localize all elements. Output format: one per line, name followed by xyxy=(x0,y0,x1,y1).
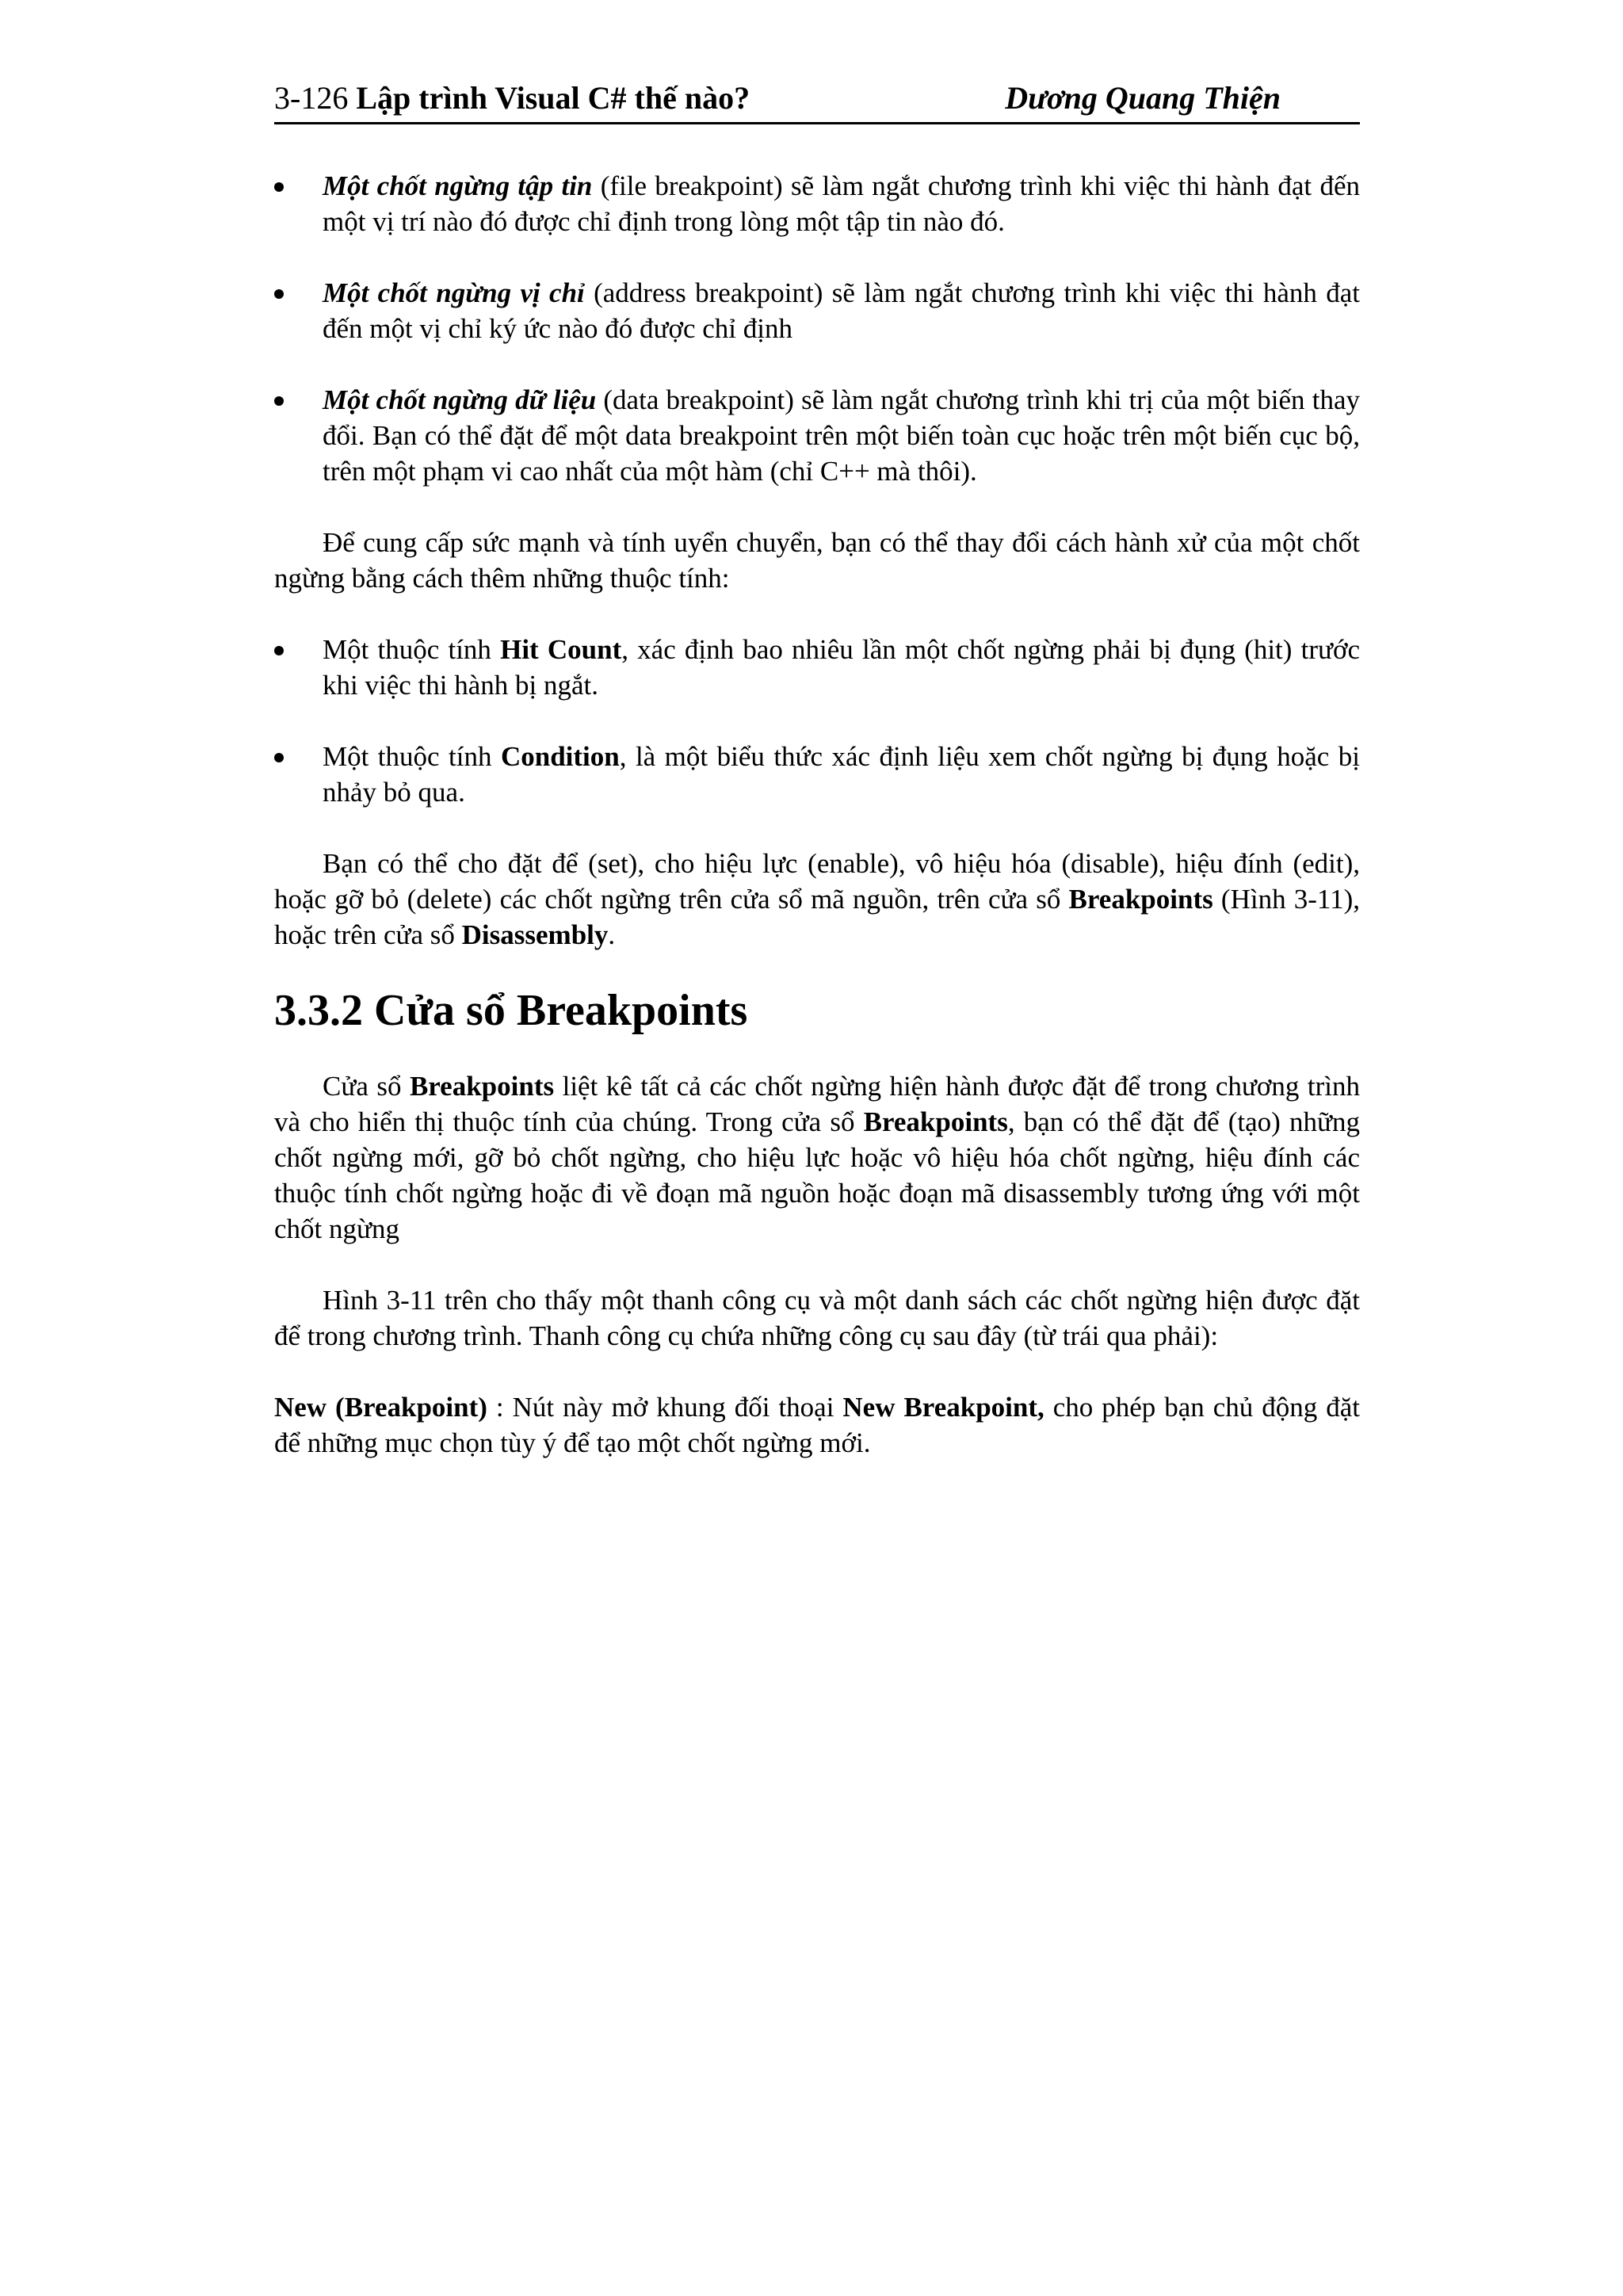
bullet-term: Một chốt ngừng dữ liệu xyxy=(323,384,597,415)
header-left xyxy=(274,79,750,117)
bullet-pre: Một thuộc tính xyxy=(323,741,501,772)
paragraph-properties-intro: Để cung cấp sức mạnh và tính uyển chuyển, bạn có thể thay đổi cách hành xử của một chốt ngừng bằng cách thêm những thuộc tính: xyxy=(274,527,1360,594)
text-run: , bạn có thể đặt để (tạo) những chốt ngừng mới, gỡ bỏ chốt ngừng, cho hiệu lực hoặc vô hiệu hóa chốt ngừng, hiệu đính các thuộc tính chốt ngừng hoặc đi về đoạn mã nguồn hoặc đoạn mã disassembly tương ứng với một chốt ngừng xyxy=(274,1106,1360,1244)
bullet-text: , là một biểu thức xác định liệu xem chốt ngừng bị đụng hoặc bị nhảy bỏ qua. xyxy=(323,741,1360,808)
paragraph-toolbar-intro: Hình 3-11 trên cho thấy một thanh công cụ và một danh sách các chốt ngừng hiện được đặt để trong chương trình. Thanh công cụ chứa những công cụ sau đây (từ trái qua phải): xyxy=(274,1285,1360,1351)
text-run: Bạn có thể cho đặt để (set), cho hiệu lực (enable), vô hiệu hóa (disable), hiệu đính (edit), hoặc gỡ bỏ (delete) các chốt ngừng trên cửa sổ mã nguồn, trên cửa sổ xyxy=(274,848,1360,915)
bullet-term: Condition xyxy=(500,741,620,772)
bullet-dot xyxy=(274,646,284,655)
bullet-text: , xác định bao nhiêu lần một chốt ngừng phải bị đụng (hit) trước khi việc thi hành bị ngắt. xyxy=(323,634,1360,701)
text-run: liệt kê tất cả các chốt ngừng hiện hành được đặt để trong chương trình và cho hiển thị thuộc tính của chúng. Trong cửa sổ xyxy=(274,1071,1360,1137)
bullet-dot xyxy=(274,396,284,406)
text-run: cho phép bạn chủ động đặt để những mục chọn tùy ý để tạo một chốt ngừng mới. xyxy=(274,1392,1360,1458)
bold-run: Breakpoints xyxy=(1068,884,1213,915)
page-body xyxy=(274,168,1360,1461)
paragraph-breakpoint-actions xyxy=(274,846,1360,953)
bullet-dot xyxy=(274,289,284,299)
bold-run: New Breakpoint, xyxy=(842,1392,1044,1423)
bullet-term: Hit Count xyxy=(500,634,622,665)
book-title: Lập trình Visual C# thế nào? xyxy=(356,80,750,116)
bullet-file-breakpoint xyxy=(274,168,1360,239)
text-run: Cửa sổ xyxy=(323,1071,410,1102)
bullet-text: (file breakpoint) sẽ làm ngắt chương trình khi việc thi hành đạt đến một vị trí nào đó được chỉ định trong lòng một tập tin nào đó. xyxy=(323,170,1360,237)
bullet-data-breakpoint xyxy=(274,382,1360,489)
bullet-condition xyxy=(274,739,1360,810)
bold-run: Breakpoints xyxy=(863,1106,1008,1137)
bullet-address-breakpoint xyxy=(274,275,1360,346)
bullet-text: (data breakpoint) sẽ làm ngắt chương trình khi trị của một biến thay đổi. Bạn có thể đặt để một data breakpoint trên một biến toàn cục hoặc trên một biến cục bộ, trên một phạm vi cao nhất của một hàm (chỉ C++ mà thôi). xyxy=(323,384,1360,487)
section-heading: 3.3.2 Cửa sổ Breakpoints xyxy=(274,986,748,1035)
bullet-term: Một chốt ngừng tập tin xyxy=(323,170,593,201)
bullet-term: Một chốt ngừng vị chỉ xyxy=(323,277,585,308)
bold-run: Disassembly xyxy=(461,919,609,950)
bullet-hit-count xyxy=(274,632,1360,703)
text-run: (Hình 3-11), hoặc trên cửa sổ xyxy=(274,884,1360,950)
text-run: . xyxy=(608,919,616,950)
bullet-dot xyxy=(274,182,284,192)
paragraph-new-breakpoint xyxy=(274,1389,1360,1461)
page-header xyxy=(274,76,1360,124)
bullet-pre: Một thuộc tính xyxy=(323,634,501,665)
paragraph-breakpoints-window xyxy=(274,1068,1360,1247)
bold-run: Breakpoints xyxy=(409,1071,555,1102)
author-name: Dương Quang Thiện xyxy=(1005,80,1281,116)
bullet-text: (address breakpoint) sẽ làm ngắt chương trình khi việc thi hành đạt đến một vị chỉ ký ức nào đó được chỉ định xyxy=(323,277,1360,344)
bold-run: New (Breakpoint) xyxy=(274,1392,496,1423)
page-number: 3-126 xyxy=(274,80,349,116)
bullet-dot xyxy=(274,753,284,762)
text-run: : Nút này mở khung đối thoại xyxy=(495,1392,843,1423)
